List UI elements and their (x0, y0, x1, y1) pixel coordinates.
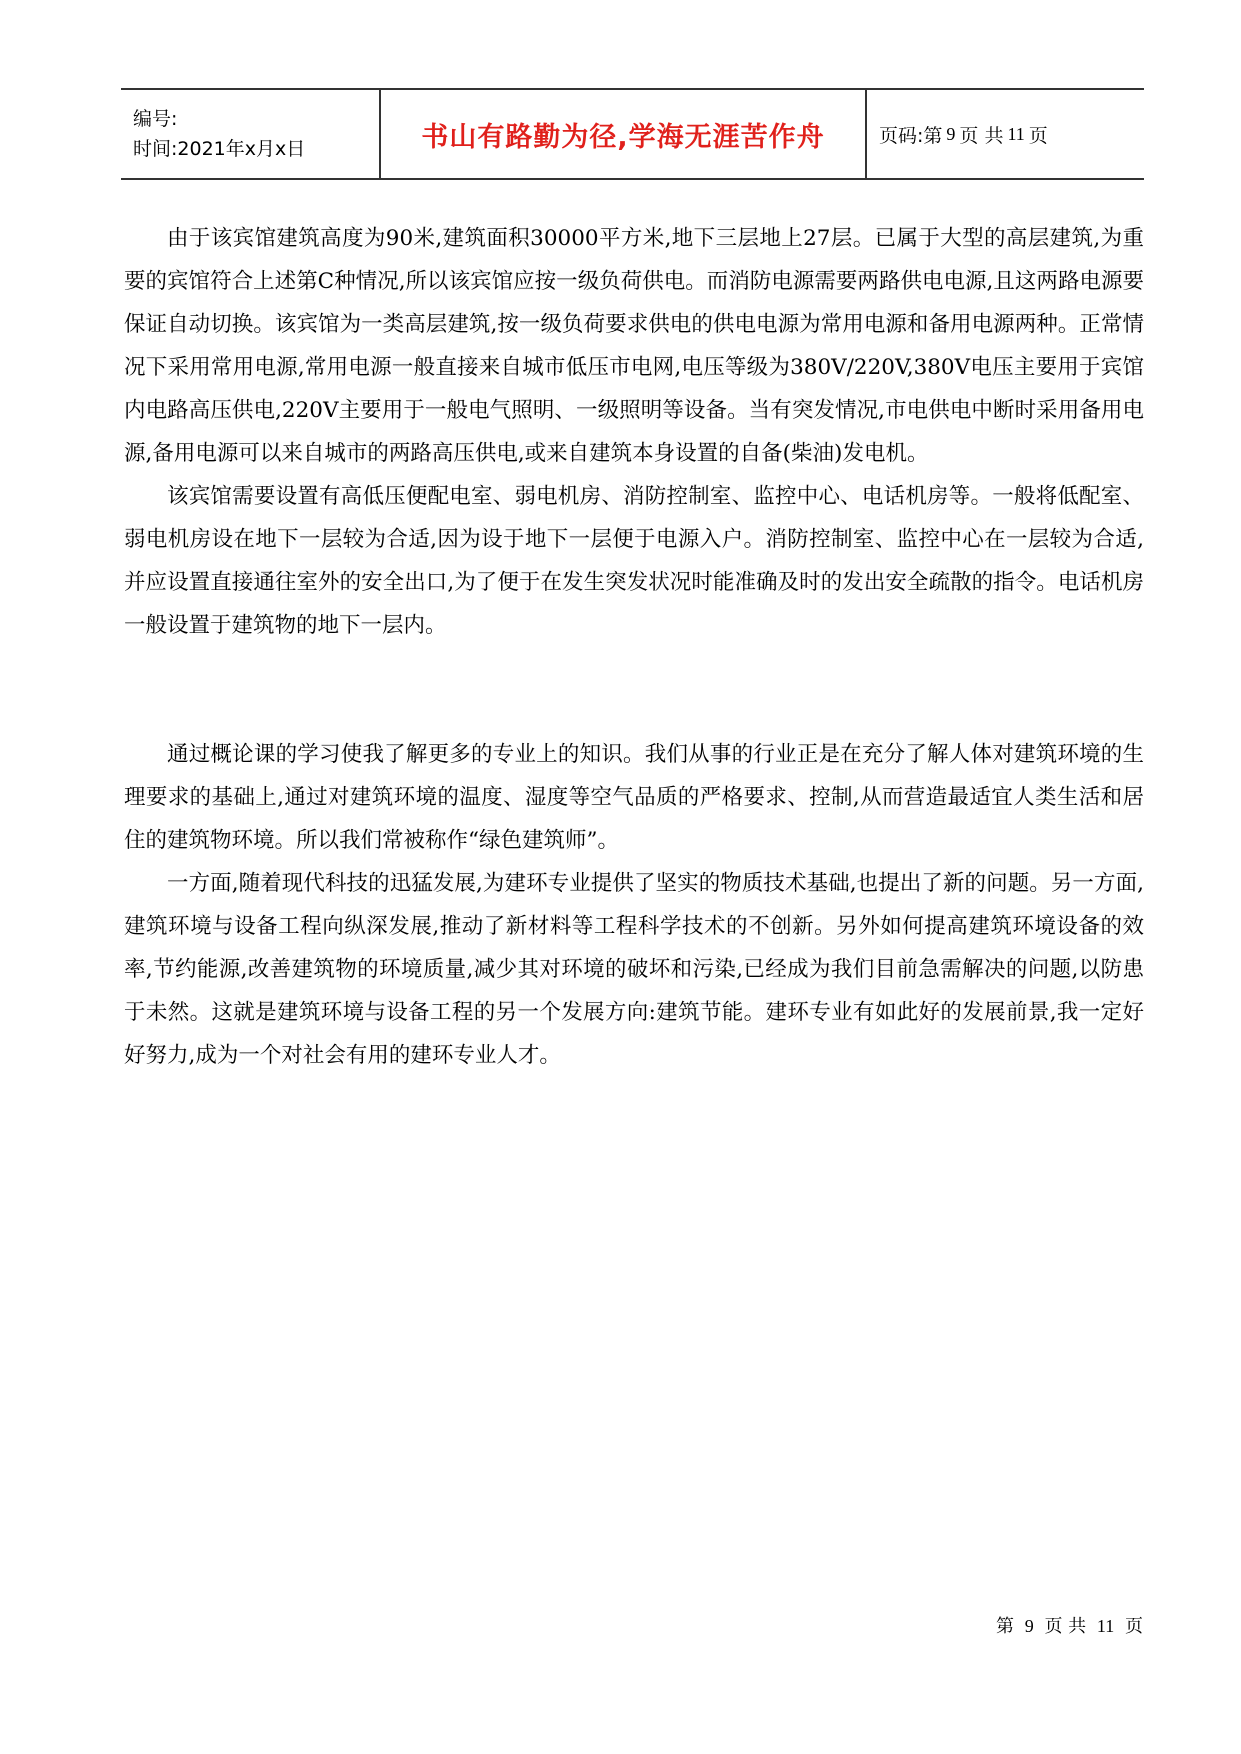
footer-total: 11 (1096, 1616, 1115, 1636)
page-header (121, 88, 1144, 180)
page-prefix: 页码:第 (879, 124, 943, 147)
footer-suffix: 页 (1125, 1616, 1143, 1637)
body-paragraph: 由于该宾馆建筑高度为90米,建筑面积30000平方米,地下三层地上27层。已属于大型的高层建筑,为重要的宾馆符合上述第C种情况,所以该宾馆应按一级负荷供电。而消防电源需要两路供电电源,且这两路电源要保证自动切换。该宾馆为一类高层建筑,按一级负荷要求供电的供电电源为常用电源和备用电源两种。正常情况下采用常用电源,常用电源一般直接来自城市低压市电网,电压等级为380V/220V,380V电压主要用于宾馆内电路高压供电,220V主要用于一般电气照明、一级照明等设备。当有突发情况,市电供电中断时采用备用电源,备用电源可以来自城市的两路高压供电,或来自建筑本身设置的自备(柴油)发电机。 (124, 226, 1144, 466)
body-paragraph: 该宾馆需要设置有高低压便配电室、弱电机房、消防控制室、监控中心、电话机房等。一般将低配室、弱电机房设在地下一层较为合适,因为设于地下一层便于电源入户。消防控制室、监控中心在一层较为合适,并应设置直接通往室外的安全出口,为了便于在发生突发状况时能准确及时的发出安全疏散的指令。电话机房一般设置于建筑物的地下一层内。 (124, 484, 1144, 638)
page-footer (996, 1612, 1143, 1638)
footer-middle: 页 共 (1044, 1616, 1087, 1637)
header-meta (121, 90, 381, 178)
number-label: 编号: (133, 108, 178, 130)
page-suffix: 页 (1028, 124, 1048, 147)
body-paragraph: 通过概论课的学习使我了解更多的专业上的知识。我们从事的行业正是在充分了解人体对建筑环境的生理要求的基础上,通过对建筑环境的温度、湿度等空气品质的严格要求、控制,从而营造最适宜人类生活和居住的建筑物环境。所以我们常被称作“绿色建筑师”。 (124, 742, 1144, 853)
document-body (124, 217, 1144, 1077)
body-paragraph: 一方面,随着现代科技的迅猛发展,为建环专业提供了坚实的物质技术基础,也提出了新的问题。另一方面,建筑环境与设备工程向纵深发展,推动了新材料等工程科学技术的不创新。另外如何提高建筑环境设备的效率,节约能源,改善建筑物的环境质量,减少其对环境的破坏和污染,已经成为我们目前急需解决的问题,以防患于未然。这就是建筑环境与设备工程的另一个发展方向:建筑节能。建环专业有如此好的发展前景,我一定好好努力,成为一个对社会有用的建环专业人才。 (124, 871, 1144, 1068)
page-total: 11 (1007, 123, 1025, 144)
page-current: 9 (946, 123, 956, 144)
footer-prefix: 第 (995, 1616, 1014, 1637)
footer-current: 9 (1024, 1616, 1034, 1636)
header-page-indicator (867, 90, 1144, 178)
time-label: 时间:2021年x月x日 (133, 138, 306, 160)
page-middle: 页 共 (959, 124, 1004, 147)
header-motto: 书山有路勤为径,学海无涯苦作舟 (381, 90, 867, 178)
paragraph-gap (124, 647, 1144, 733)
